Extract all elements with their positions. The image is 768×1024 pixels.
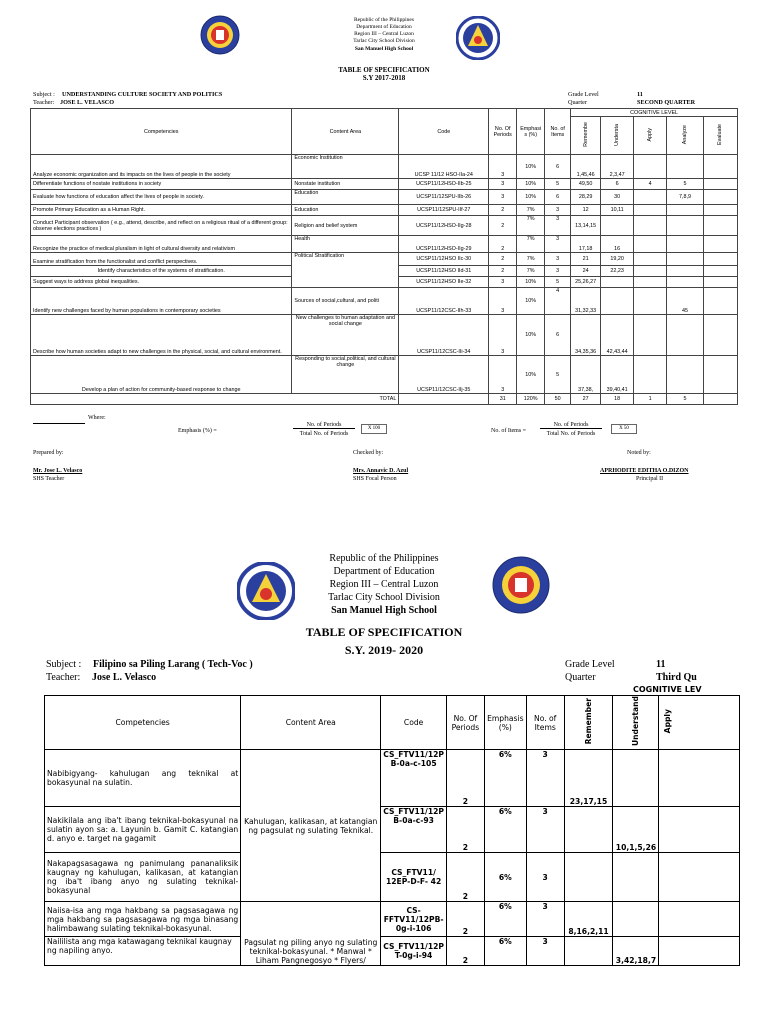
p1-subject-label: Subject :: [33, 91, 55, 98]
row-emphasis: 10%: [517, 179, 545, 190]
row-code: CS_FTV11/12P T-0g-i-94: [381, 937, 447, 966]
row-code: CS- FFTV11/12PB- 0g-i-106: [381, 902, 447, 937]
row-understand: 22,23: [601, 266, 634, 277]
row-emphasis: 10%: [517, 288, 545, 315]
row-remember: 21: [571, 253, 601, 266]
row-emphasis: 6%: [484, 807, 526, 853]
row-code: UCSP11/12HSO IId-31: [399, 266, 489, 277]
row-code: UCSP11/12HSO IIc-30: [399, 253, 489, 266]
p2-spec-table: [44, 695, 740, 966]
row-code: UCSP11/12CSC-IIj-35: [399, 356, 489, 394]
row-apply: [659, 750, 740, 807]
noter-name: APRHODITE EDITHA O.DIZON: [600, 468, 689, 474]
p2-col-understand: Understand: [631, 696, 641, 747]
emphasis-formula: Emphasis (%) =: [178, 428, 217, 434]
row-content-b: Pagsulat ng piling anyo ng sulating teknikal-bokasyunal. * Manwal * Liham Pangnegosyo * Flyers/: [241, 902, 381, 966]
row-periods: 3: [489, 179, 517, 190]
p1-quarter-label: Quarter: [568, 99, 587, 106]
row-analyze: [667, 315, 704, 356]
total-items: 50: [545, 394, 571, 405]
row-competency: Naililista ang mga katawagang teknikal kaugnay ng napiling anyo.: [45, 937, 241, 966]
p2-col-remember: Remember: [584, 698, 594, 745]
row-analyze: 7,8,9: [667, 190, 704, 205]
p1-header-3: Region III – Central Luzon: [354, 31, 414, 37]
p2-col-content: Content Area: [241, 696, 381, 750]
row-evaluate: [703, 356, 737, 394]
p2-subject: Filipino sa Piling Larang ( Tech-Voc ): [93, 659, 253, 670]
p1-col-content: Content Area: [292, 109, 399, 155]
p2-quarter: Third Qu: [656, 672, 697, 683]
p1-header-1: Republic of the Philippines: [353, 17, 415, 23]
row-understand: [613, 853, 659, 902]
p1-school-year: S.Y 2017-2018: [362, 74, 406, 82]
p2-quarter-label: Quarter: [565, 672, 596, 683]
row-evaluate: [703, 190, 737, 205]
row-items: 3: [526, 937, 564, 966]
row-emphasis: 6%: [484, 902, 526, 937]
row-competency: Identify new challenges faced by human populations in contemporary societies: [31, 288, 292, 315]
total-emphasis: 120%: [517, 394, 545, 405]
row-emphasis: 10%: [517, 155, 545, 179]
table-row: [31, 288, 738, 315]
row-items: 6: [545, 190, 571, 205]
row-analyze: 45: [667, 288, 704, 315]
row-items: 3: [526, 807, 564, 853]
row-analyze: [667, 155, 704, 179]
prepared-by-label: Prepared by:: [33, 450, 64, 456]
row-emphasis: 10%: [517, 190, 545, 205]
total-evaluate: [703, 394, 737, 405]
row-periods: 3: [489, 356, 517, 394]
row-items: 5: [545, 179, 571, 190]
row-analyze: [667, 266, 704, 277]
row-understand: [613, 902, 659, 937]
row-understand: 39,40,41: [601, 356, 634, 394]
table-row: [45, 937, 740, 966]
p2-grade-label: Grade Level: [565, 659, 615, 670]
table-row: [45, 853, 740, 902]
p1-col-apply: Apply: [647, 127, 654, 142]
row-code: UCSP11/12SPU-IIf-27: [399, 205, 489, 216]
items-formula: No. of Items =: [491, 428, 527, 434]
p1-col-items: No. of Items: [545, 109, 571, 155]
row-competency: Suggest ways to address global inequalities.: [31, 277, 292, 288]
row-content: Political Stratification: [292, 253, 399, 288]
row-content: Education: [292, 205, 399, 216]
row-competency: Conduct Participant observation ( e.g., attend, describe, and reflect on a religious ritual of a different group: observe elections practices ): [31, 216, 292, 236]
p2-header-3: Region III – Central Luzon: [329, 579, 439, 590]
row-analyze: [667, 236, 704, 253]
total-row: [31, 394, 738, 405]
row-periods: 2: [489, 253, 517, 266]
row-apply: [659, 937, 740, 966]
p2-teacher: Jose L. Velasco: [92, 672, 157, 683]
row-apply: [634, 253, 667, 266]
row-apply: [634, 216, 667, 236]
p2-grade: 11: [656, 659, 666, 670]
row-analyze: [667, 216, 704, 236]
row-understand: [601, 277, 634, 288]
row-apply: [634, 315, 667, 356]
total-understand: 18: [601, 394, 634, 405]
row-periods: 2: [446, 807, 484, 853]
row-content: Kahulugan, kalikasan, at katangian ng pagsulat ng sulating Teknikal.: [241, 750, 381, 902]
row-code: UCSP11/12HSO-IIg-29: [399, 236, 489, 253]
row-apply: [634, 190, 667, 205]
row-analyze: [667, 356, 704, 394]
row-remember: [564, 853, 613, 902]
row-understand: 6: [601, 179, 634, 190]
row-understand: 19,20: [601, 253, 634, 266]
p1-header-4: Tarlac City School Division: [353, 38, 415, 44]
row-competency: Nabibigyang- kahulugan ang teknikal at bokasyunal na sulatin.: [45, 750, 241, 807]
row-analyze: [667, 277, 704, 288]
row-code: UCSP11/12HSO IIe-32: [399, 277, 489, 288]
row-understand: 30: [601, 190, 634, 205]
table-row: [45, 902, 740, 937]
p1-col-understand: Understa: [614, 123, 621, 146]
where-underline: [33, 422, 85, 424]
p2-col-periods: No. Of Periods: [446, 696, 484, 750]
table-row: [31, 356, 738, 394]
p2-header-2: Department of Education: [333, 566, 435, 577]
row-remember: 1,45,46: [571, 155, 601, 179]
p1-col-emphasis: Emphasi s (%): [517, 109, 545, 155]
p2-title: TABLE OF SPECIFICATION: [305, 625, 463, 639]
row-code: UCSP11/12HSO-IIb-25: [399, 179, 489, 190]
row-periods: 2: [446, 853, 484, 902]
row-content: Religion and belief system: [292, 216, 399, 236]
row-emphasis: 10%: [517, 356, 545, 394]
row-items: 4: [545, 288, 571, 315]
row-remember: [564, 807, 613, 853]
row-understand: [601, 216, 634, 236]
row-periods: 3: [489, 155, 517, 179]
row-items: 3: [545, 253, 571, 266]
row-competency: Differentiate functions of nostate institutions in society: [31, 179, 292, 190]
table-row: [31, 253, 738, 266]
p2-col-code: Code: [381, 696, 447, 750]
checker-role: SHS Focal Person: [353, 476, 397, 482]
row-content: Responding to social,political, and cultural change: [292, 356, 399, 394]
row-remember: 37,38,: [571, 356, 601, 394]
row-emphasis: 10%: [517, 277, 545, 288]
p2-teacher-label: Teacher:: [46, 672, 81, 683]
row-analyze: [667, 253, 704, 266]
row-understand: 16: [601, 236, 634, 253]
row-remember: 23,17,15: [564, 750, 613, 807]
row-periods: 2: [489, 266, 517, 277]
row-code: CS_FTV11/12P B-0a-c-105: [381, 750, 447, 807]
total-apply: 1: [634, 394, 667, 405]
p1-header-2: Department of Education: [356, 24, 412, 30]
row-remember: [564, 937, 613, 966]
row-items: 3: [545, 236, 571, 253]
p1-grade: 11: [637, 91, 643, 98]
table-row: [31, 179, 738, 190]
row-evaluate: [703, 253, 737, 266]
row-remember: 28,29: [571, 190, 601, 205]
row-remember: 12: [571, 205, 601, 216]
p1-spec-table: [30, 108, 738, 405]
row-emphasis: 7%: [517, 205, 545, 216]
p2-col-emphasis: Emphasis (%): [484, 696, 526, 750]
row-items: 3: [545, 266, 571, 277]
row-evaluate: [703, 288, 737, 315]
row-evaluate: [703, 155, 737, 179]
items-denominator: Total No. of Periods: [546, 431, 596, 437]
row-understand: 3,42,18,7: [613, 937, 659, 966]
row-evaluate: [703, 266, 737, 277]
row-items: 5: [545, 277, 571, 288]
row-periods: 3: [489, 277, 517, 288]
row-code: UCSP 11/12 HSO-IIa-24: [399, 155, 489, 179]
row-competency: Develop a plan of action for community-based response to change: [31, 356, 292, 394]
row-remember: 8,16,2,11: [564, 902, 613, 937]
p1-teacher-label: Teacher:: [33, 99, 55, 106]
row-evaluate: [703, 216, 737, 236]
row-apply: [634, 288, 667, 315]
table-row: [45, 807, 740, 853]
row-content: Economic Institution: [292, 155, 399, 179]
row-content: Education: [292, 190, 399, 205]
row-analyze: [667, 205, 704, 216]
row-competency: Analyze economic organization and its impacts on the lives of people in the society: [31, 155, 292, 179]
p1-col-code: Code: [399, 109, 489, 155]
row-competency: Naiisa-isa ang mga hakbang sa pagsasagawa ng mga hakbang sa pagsasagawa ng mga binasang halimbawang sulating teknikal-bokasyunal.: [45, 902, 241, 937]
noted-by-label: Noted by:: [627, 450, 651, 456]
total-analyze: 5: [667, 394, 704, 405]
row-evaluate: [703, 236, 737, 253]
row-evaluate: [703, 315, 737, 356]
row-evaluate: [703, 205, 737, 216]
p1-grade-label: Grade Level: [568, 91, 599, 98]
row-emphasis: 6%: [484, 937, 526, 966]
p1-teacher: JOSE L. VELASCO: [60, 99, 115, 106]
row-code: CS_FTV11/12P B-0a-c-93: [381, 807, 447, 853]
row-understand: [601, 288, 634, 315]
row-remember: 49,50: [571, 179, 601, 190]
checker-name: Mrs. Annavic D. Azul: [353, 468, 409, 474]
row-remember: 31,32,33: [571, 288, 601, 315]
row-understand: 42,43,44: [601, 315, 634, 356]
p2-col-items: No. of Items: [526, 696, 564, 750]
row-items: 6: [545, 155, 571, 179]
x50-box: X 50: [611, 424, 637, 434]
total-label: TOTAL: [31, 394, 399, 405]
row-apply: [634, 266, 667, 277]
row-periods: 2: [489, 216, 517, 236]
total-periods: 31: [489, 394, 517, 405]
row-content: New challenges to human adaptation and social change: [292, 315, 399, 356]
row-periods: 2: [446, 937, 484, 966]
p2-subject-label: Subject :: [46, 659, 82, 670]
row-competency: Recognize the practice of medical pluralism in light of cultural diversity and relativism: [31, 236, 292, 253]
row-competency: Nakikilala ang iba't ibang teknikal-bokasyunal na sulatin ayon sa: a. Layunin b. Gamit C. katangian d. anyo e. target na gagamit: [45, 807, 241, 853]
table-row: [45, 750, 740, 807]
row-code: UCSP11/12HSO-IIg-28: [399, 216, 489, 236]
preparer-name: Mr. Jose L. Velasco: [33, 468, 83, 474]
row-code: UCSP11/12CSC-IIi-34: [399, 315, 489, 356]
x100-box: X 100: [361, 424, 387, 434]
row-content: Health: [292, 236, 399, 253]
row-periods: 2: [446, 902, 484, 937]
row-apply: [659, 853, 740, 902]
row-periods: 3: [489, 190, 517, 205]
p2-header-1: Republic of the Philippines: [329, 553, 439, 564]
noter-role: Principal II: [636, 476, 664, 482]
row-periods: 2: [489, 236, 517, 253]
row-evaluate: [703, 277, 737, 288]
emph-denominator: Total No. of Periods: [299, 431, 349, 437]
row-apply: [634, 155, 667, 179]
row-competency: Identify characteristics of the systems of stratification.: [31, 266, 292, 277]
row-periods: 2: [446, 750, 484, 807]
row-items: 3: [545, 205, 571, 216]
p2-col-competencies: Competencies: [45, 696, 241, 750]
p1-title: TABLE OF SPECIFICATION: [338, 66, 430, 74]
p2-header-5: San Manuel High School: [331, 605, 437, 616]
row-competency: Nakapagsasagawa ng panimulang pananaliksik kaugnay ng kahulugan, kalikasan, at katangian ng iba't ibang anyo ng sulating teknikal-bokasyunal: [45, 853, 241, 902]
row-code: CS_FTV11/ 12EP-D-F- 42: [381, 853, 447, 902]
row-remember: 17,18: [571, 236, 601, 253]
row-apply: [634, 356, 667, 394]
p1-col-evaluate: Evaluate: [717, 124, 724, 145]
row-understand: [613, 750, 659, 807]
row-understand: 10,11: [601, 205, 634, 216]
total-remember: 27: [571, 394, 601, 405]
row-emphasis: 7%: [517, 236, 545, 253]
row-items: 3: [526, 853, 564, 902]
row-remember: 24: [571, 266, 601, 277]
row-apply: [659, 807, 740, 853]
where-label: Where:: [88, 415, 106, 421]
row-emphasis: 7%: [517, 253, 545, 266]
row-periods: 2: [489, 205, 517, 216]
row-emphasis: 10%: [517, 315, 545, 356]
emph-numerator: No. of Periods: [293, 422, 355, 429]
p1-col-remember: Remembe: [582, 122, 589, 147]
row-items: 5: [545, 356, 571, 394]
row-apply: [634, 205, 667, 216]
p1-subject: UNDERSTANDING CULTURE SOCIETY AND POLITICS: [62, 91, 223, 98]
p1-col-analyze: Analyze: [682, 124, 689, 145]
p1-header-5: San Manuel High School: [354, 46, 414, 52]
row-competency: Promote Primary Education as a Human Right.: [31, 205, 292, 216]
row-emphasis: 7%: [517, 266, 545, 277]
row-content: Nonstate institution: [292, 179, 399, 190]
row-items: 3: [526, 750, 564, 807]
row-competency: Evaluate how functions of education affect the lives of people in society.: [31, 190, 292, 205]
row-apply: [634, 236, 667, 253]
row-items: 3: [545, 216, 571, 236]
row-items: 3: [526, 902, 564, 937]
row-code: UCSP11/12CSC-IIh-33: [399, 288, 489, 315]
row-emphasis: 6%: [484, 750, 526, 807]
table-row: [31, 155, 738, 179]
table-row: [31, 205, 738, 216]
row-understand: 2,3,47: [601, 155, 634, 179]
table-row: [31, 190, 738, 205]
row-apply: [634, 277, 667, 288]
checked-by-label: Checked by:: [353, 450, 384, 456]
items-numerator: No. of Periods: [540, 422, 602, 429]
row-apply: 4: [634, 179, 667, 190]
table-row: [31, 315, 738, 356]
row-remember: 34,35,36: [571, 315, 601, 356]
p1-col-cognitive: COGNITIVE LEVEL: [571, 109, 738, 117]
row-content: Sources of social,cultural, and politi: [292, 288, 399, 315]
row-analyze: 5: [667, 179, 704, 190]
row-competency: Examine stratification from the functionalist and conflict perspectives.: [31, 253, 292, 266]
row-emphasis: 6%: [484, 853, 526, 902]
row-emphasis: 7%: [517, 216, 545, 236]
row-apply: [659, 902, 740, 937]
row-periods: 3: [489, 288, 517, 315]
row-competency: Describe how human societies adapt to new challenges in the physical, social, and cultural environment.: [31, 315, 292, 356]
row-evaluate: [703, 179, 737, 190]
row-remember: 13,14,15: [571, 216, 601, 236]
row-understand: 10,1,5,26: [613, 807, 659, 853]
preparer-role: SHS Teacher: [33, 476, 65, 482]
row-remember: 25,26,27: [571, 277, 601, 288]
row-code: UCSP11/12SPU-IIb-26: [399, 190, 489, 205]
row-periods: 3: [489, 315, 517, 356]
table-row: [31, 216, 738, 236]
row-items: 6: [545, 315, 571, 356]
p1-quarter: SECOND QUARTER: [637, 99, 696, 106]
p1-col-competencies: Competencies: [31, 109, 292, 155]
p1-col-periods: No. Of Periods: [489, 109, 517, 155]
p2-col-apply: Apply: [663, 709, 673, 734]
table-row: [31, 236, 738, 253]
p2-school-year: S.Y. 2019- 2020: [344, 643, 424, 657]
p2-cognitive-level: COGNITIVE LEV: [633, 685, 702, 694]
p2-header-4: Tarlac City School Division: [328, 592, 440, 603]
